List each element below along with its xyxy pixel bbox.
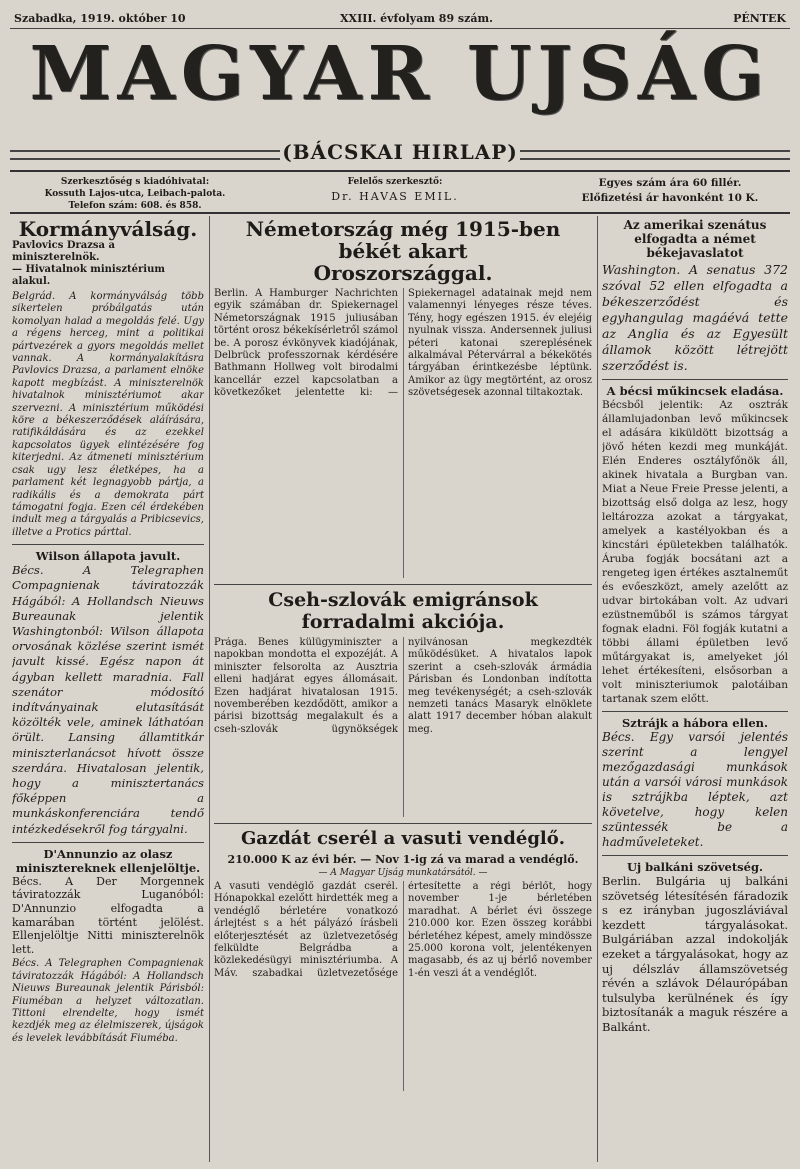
article-title: Oroszországgal. [313, 261, 493, 285]
column-rule [597, 216, 598, 1162]
right-column [602, 218, 788, 1162]
article-body: Berlin. Bulgária uj balkáni szövetség létesítésén fáradozik s ez irányban jugoszláviával kezdett tárgyalásokat. Bulgáriában azzal indokolják ezeket a tárgyalásokat, hogy az uj délszláv államszövetség révén a szlávok Délaurópában tulsulyba kerülnének és így biztosítanák a maguk részére a Balkánt. [602, 874, 788, 1034]
article-body: Bécsből jelentik: Az osztrák államlujadonban levő műkincsek el adására kiküldött bizottság a jövő héten kezdi meg munkáját. Elén Enderes osztályfőnök áll, akinek hivatala a Burgban van. Miat a Neue Freie Presse jelenti, a bizottság első dolga az lesz, hogy leltározza azokat a tárgyakat, amelyek a kastélyokban és a kincstári épületekben találhatók. Áruba fogják bocsátani azt a rengeteg igen értékes asztalneműt és evőeszközt, amely azelőtt az udvar birtokában volt. Az udvari ezüstneműből is számos tárgyat fognak eladni. Föl fogják kutatni a többi állami épületben levő műtárgyakat is, amelyeket jól lehet értékesíteni, elsősorban a volt miniszteriumok palotáiban tartanak szem előtt. [602, 399, 788, 705]
article-title: Németország még 1915-ben békét akart [245, 218, 561, 263]
article-body: Bécs. A Der Morgennek táviratozzák Luganóból: D'Annunzio elfogadta a kamarában történt jelölést. Ellenjelöltje Nitti miniszterelnök lett. [12, 874, 204, 956]
article-title: Gazdát cserél a vasuti vendéglő. [240, 828, 566, 849]
masthead [10, 26, 790, 134]
dateline: Szabadka, 1919. október 10 [14, 12, 186, 25]
center-column [214, 218, 592, 1162]
weekday: PÉNTEK [733, 12, 786, 25]
article-title: Kormányválság. [18, 218, 198, 241]
article-title: forradalmi akciója. [301, 611, 505, 633]
article-body: Prága. Benes külügyminiszter a napokban mondotta el expozéját. A miniszter felsorolta az Ausztria elleni hadjárat egyes állomásait. Ezen hadjárat hivatalosan 1915. novemberében kezdődött, amikor a párisi bizottság megalakult és a cseh-szlovák ügynökségek nyilvánosan megkezdték működésüket. A hivatalos lapok szerint a cseh-szlovák ármádia Párisban és Londonban indította meg tevékenységét; a cseh-szlovák nemzeti tanács Masaryk elnöklete alatt 1917 december hóban alakult meg. [214, 637, 592, 735]
article-body: Bécs. A Telegraphen Compagnienak táviratozzák Hágából: A Hollandsch Nieuws Bureaunak jelentik Washingtonból: Wilson állapota orvosának közlése szerint ismét javult kissé. Egész napon át ágyban kellett maradnia. Fall szenátor módosító indítványainak elutasítását közölték vele, aminek láthatóan örült. Lansing államtitkár miniszterlanácsot hívott össze szerdára. Hivatalosan jelentik, hogy a minisztertanács főképpen a munkáskonferenciára tendő intézkedésekről fog tárgyalni. [12, 563, 204, 836]
byline: — A Magyar Ujság munkatársától. — [318, 868, 488, 878]
column-rule [209, 216, 210, 1162]
article-title: D'Annunzio az olasz minisztereknek ellenjelöltje. [15, 846, 201, 875]
subtitle-row [10, 140, 790, 166]
article-title: Cseh-szlovák emigránsok [268, 589, 538, 611]
office-info: Szerkesztőség s kiadóhivatal: Kossuth Lajos-utca, Leibach-palota. Telefon szám: 608. és 858. [44, 177, 226, 211]
article-body: Berlin. A Hamburger Nachrichten egyik számában dr. Spiekernagel Németországnak 1915 juliusában történt orosz békekísérletről számol be. A porosz évkönyvek kiadójának, Delbrück professzornak kérdésére Bathmann Hollweg volt birodalmi kancellár ezzel kapcsolatban a következőket jelentette ki: — Spiekernagel adatainak mejd nem valamennyi lényeges része téves. Tény, hogy egészen 1915. év elejéig nyulnak vissza. Andersennek juliusi péteri katonai szereplésének alkalmával Pétervárral a békekötés tárgyában érintkezésbe léptünk. Amikor az ügy megtörtént, az orosz szövetségesek azonnal tiltakoztak. [214, 288, 592, 399]
article-title: Sztrájk a hábora ellen. [621, 716, 769, 730]
price-info: Egyes szám ára 60 fillér. Előfizetési ár havonként 10 K. [581, 177, 759, 204]
article-title: A bécsi műkincsek eladása. [606, 384, 784, 398]
left-column [12, 218, 204, 1162]
volume-number: XXIII. évfolyam 89 szám. [340, 12, 493, 25]
article-subtitle: Pavlovics Drazsa a miniszterelnök. [12, 240, 115, 263]
article-body: Belgrád. A kormányválság több sikertelen próbálgatás után komolyan halad a megoldás felé. Ugy a régens herceg, mint a politikai pártvezérek a gyors megoldás mellet vannak. A kormányalakításra Pavlovics Drazsa, a parlament elnöke kapott megbízást. A miniszterelnök hivatalnok minisztériumot akar szervezni. A minisztérium működési köre a békeszerződések aláírására, ratifikáldására és az ezekkel kapcsolatos ügyek elintézésére fog kiterjedni. Az átmeneti minisztérium csak ugy lesz életképes, ha a parlament két legnagyobb pártja, a radikális és a demokrata párt támogatni fogja. Ezen cél érdekében indult meg a tárgyalás a Pribicsevics, illetve a Protics párttal. [12, 291, 204, 538]
info-bar [10, 170, 790, 214]
article-subtitle: 210.000 K az évi bér. — Nov 1-ig zá va marad a vendéglő. [227, 853, 579, 866]
editor-name: Dr. HAVAS EMIL. [331, 190, 459, 203]
article-body: Washington. A senatus 372 szóval 52 ellen elfogadta a békeszerződést és egyhangulag magáévá tette az Anglia és az Egyesült államok között létrejött szerződést is. [602, 262, 788, 373]
article-body: Bécs. Egy varsói jelentés szerint a lengyel mezőgazdasági munkások után a varsói városi munkások is sztrájkba léptek, azt követelve, hogy kelen szüntessék be a hadműveleteket. [602, 730, 788, 849]
article-body: Bécs. A Telegraphen Compagnienak táviratozzák Hágából: A Hollandsch Nieuws Bureaunak jelentik Párisból: Fiuméban a helyzet változatlan. Tittoni elrendelte, hogy ismét kezdjék meg az élelmiszerek, újságok és levelek levábbítását Fiuméba. [12, 958, 204, 1044]
newspaper-title: MAGYAR UJSÁG [29, 31, 771, 117]
ornament-line [520, 150, 790, 160]
article-body: A vasuti vendéglő gazdát cserél. Hónapokkal ezelőtt hirdették meg a vendéglő bérletére vonatkozó árlejtést s a hét pályázó írásbeli előterjesztését az üzletvezetőség felküldte Belgrádba a közlekedésügyi minisztériumba. A Máv. szabadkai üzletvezetősége értesítette a régi bérlőt, hogy november 1-je bérletében maradhat. A bérlet évi összege 210.000 kor. Ezen összeg korábbi bérletéhez képest, amely mindössze 25.000 korona volt, jelentékenyen magasabb, és az uj bérlő november 1-én veszi át a vendéglőt. [214, 881, 592, 979]
newspaper-subtitle: (BÁCSKAI HIRLAP) [282, 140, 518, 164]
ornament-line [10, 150, 280, 160]
editor-info: Felelős szerkesztő: Dr. HAVAS EMIL. [270, 176, 520, 203]
top-line [10, 6, 790, 28]
article-title: Wilson állapota javult. [35, 549, 181, 564]
article-title: Uj balkáni szövetség. [626, 860, 764, 874]
article-title: Az amerikai szenátus elfogadta a német békejavaslatot [623, 218, 767, 260]
article-subtitle: — Hivatalnok minisztérium alakul. [12, 264, 165, 287]
